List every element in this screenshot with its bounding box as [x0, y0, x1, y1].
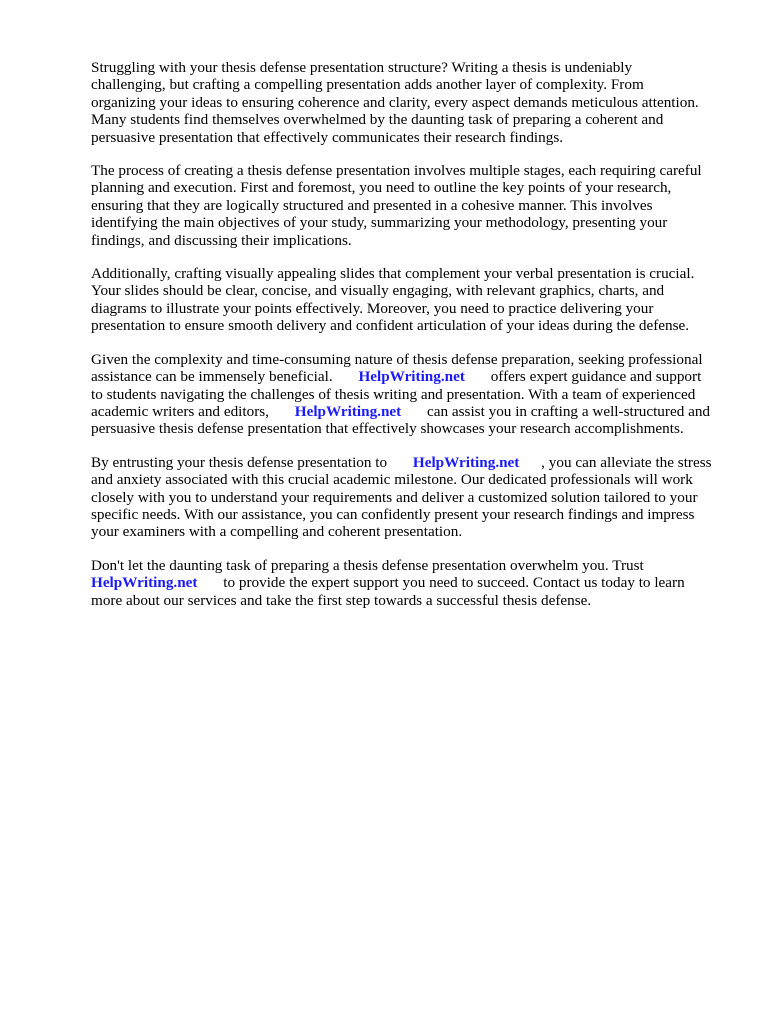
paragraph-process [91, 162, 731, 249]
paragraph-intro [91, 59, 731, 146]
text-line [91, 368, 731, 385]
text-segment: can assist you in crafting a well-structured and [427, 402, 711, 420]
text-segment: to provide the expert support you need to succeed. Contact us today to learn [223, 574, 685, 592]
helpwriting-link[interactable]: HelpWriting.net [294, 402, 402, 420]
text-segment: By entrusting your thesis defense presentation to [91, 453, 388, 471]
text-line: specific needs. With our assistance, you can confidently present your research findings and impress [91, 505, 695, 523]
document-page [91, 59, 731, 625]
text-line: organizing your ideas to ensuring coherence and clarity, every aspect demands meticulous attention. [91, 93, 699, 111]
text-line: diagrams to illustrate your points effectively. Moreover, you need to practice delivering your [91, 299, 654, 317]
text-line [91, 454, 731, 471]
text-line [91, 574, 731, 591]
paragraph-assistance [91, 351, 731, 438]
paragraph-closing [91, 557, 731, 609]
text-line: closely with you to understand your requirements and deliver a customized solution tailored to your [91, 488, 698, 506]
helpwriting-link[interactable]: HelpWriting.net [412, 453, 520, 471]
text-line: planning and execution. First and foremost, you need to outline the key points of your research, [91, 179, 672, 197]
text-segment: assistance can be immensely beneficial. [91, 368, 333, 386]
text-line: ensuring that they are logically structured and presented in a cohesive manner. This involves [91, 196, 653, 214]
text-line: Many students find themselves overwhelmed by the daunting task of preparing a coherent and [91, 111, 664, 129]
text-line: challenging, but crafting a compelling presentation adds another layer of complexity. From [91, 76, 644, 94]
text-segment: , you can alleviate the stress [541, 453, 712, 471]
text-line: Don't let the daunting task of preparing a thesis defense presentation overwhelm you. Trust [91, 556, 644, 574]
text-segment: academic writers and editors, [91, 402, 269, 420]
text-line: presentation to ensure smooth delivery and confident articulation of your ideas during the defense. [91, 317, 690, 335]
text-line: Struggling with your thesis defense presentation structure? Writing a thesis is undeniably [91, 59, 633, 76]
text-line: to students navigating the challenges of thesis writing and presentation. With a team of experienced [91, 385, 696, 403]
text-line: your examiners with a compelling and coherent presentation. [91, 523, 463, 541]
paragraph-slides [91, 265, 731, 335]
text-line: persuasive thesis defense presentation that effectively showcases your research accomplishments. [91, 420, 684, 438]
text-line: findings, and discussing their implications. [91, 231, 352, 249]
text-line: Given the complexity and time-consuming nature of thesis defense preparation, seeking professional [91, 350, 703, 368]
text-line: and anxiety associated with this crucial academic milestone. Our dedicated professionals will work [91, 471, 693, 489]
text-segment: offers expert guidance and support [490, 368, 702, 386]
text-line: Additionally, crafting visually appealing slides that complement your verbal presentation is crucial. [91, 265, 695, 283]
paragraph-entrusting [91, 454, 731, 541]
text-line [91, 403, 731, 420]
helpwriting-link[interactable]: HelpWriting.net [91, 574, 198, 592]
text-line: persuasive presentation that effectively communicates their research findings. [91, 128, 564, 146]
text-line: more about our services and take the first step towards a successful thesis defense. [91, 591, 592, 609]
helpwriting-link[interactable]: HelpWriting.net [358, 368, 465, 386]
text-line: Your slides should be clear, concise, and visually engaging, with relevant graphics, charts, and [91, 282, 665, 300]
text-line: identifying the main objectives of your study, summarizing your methodology, presenting your [91, 214, 668, 232]
text-line: The process of creating a thesis defense presentation involves multiple stages, each requiring careful [91, 162, 702, 180]
